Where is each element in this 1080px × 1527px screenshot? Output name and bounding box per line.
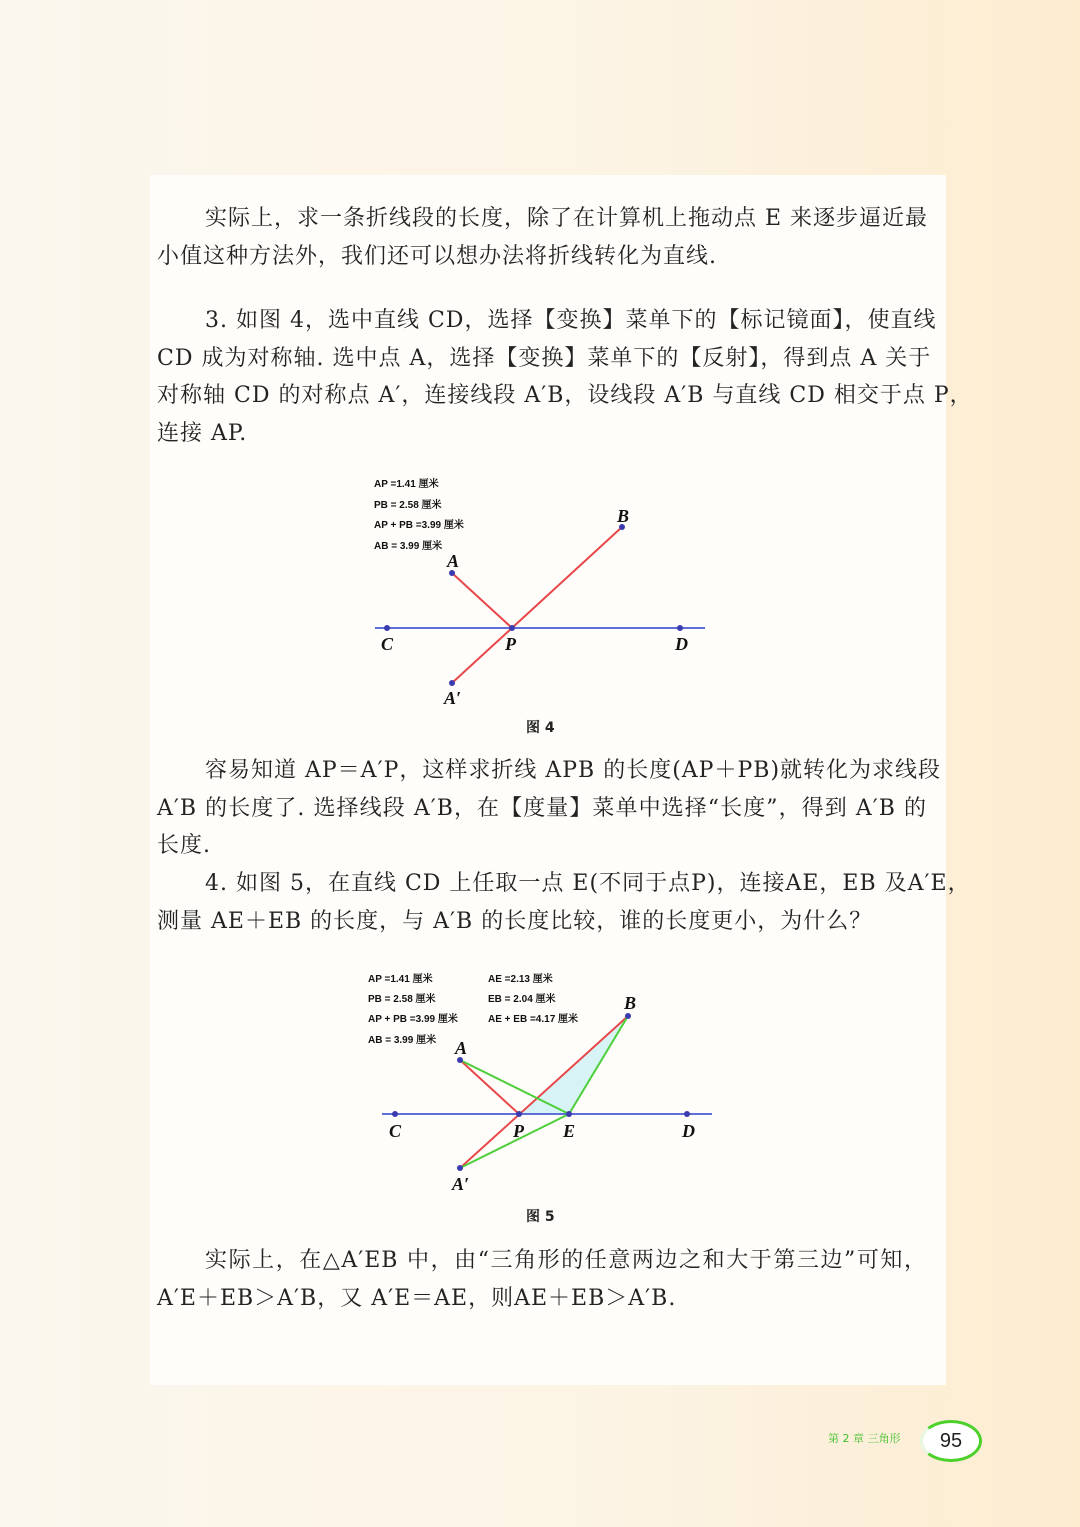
figure-4-caption: 图 4 xyxy=(526,720,555,736)
paragraph-step-4 xyxy=(157,865,971,940)
measurement-eb: EB = 2.04 厘米 xyxy=(488,994,556,1005)
measurement-ab: AB = 3.99 厘米 xyxy=(374,541,443,552)
text-line: 实际上，求一条折线段的长度，除了在计算机上拖动点 E 来逐步逼近最 xyxy=(205,206,929,231)
segment-ap xyxy=(452,573,512,628)
label-b: B xyxy=(617,506,630,526)
measurement-pb: PB = 2.58 厘米 xyxy=(374,500,442,511)
text-line: 测量 AE＋EB 的长度，与 A′B 的长度比较，谁的长度更小，为什么？ xyxy=(157,908,873,934)
points xyxy=(392,1013,690,1171)
measurement-pb: PB = 2.58 厘米 xyxy=(368,994,436,1005)
measurement-ap: AP =1.41 厘米 xyxy=(374,479,439,490)
text-line: A′E＋EB＞A′B，又 A′E＝AE，则AE＋EB＞A′B. xyxy=(157,1285,677,1311)
text-line: 长度. xyxy=(157,833,211,858)
measurement-ap-pb: AP + PB =3.99 厘米 xyxy=(374,520,464,531)
label-b: B xyxy=(624,993,637,1013)
measurement-ap-pb: AP + PB =3.99 厘米 xyxy=(368,1014,458,1025)
figure-5-caption: 图 5 xyxy=(526,1209,555,1225)
measurement-ab: AB = 3.99 厘米 xyxy=(368,1035,437,1046)
paragraph-conclusion xyxy=(157,1242,927,1317)
label-d: D xyxy=(682,1121,695,1141)
segment-a-prime-b xyxy=(452,527,622,683)
label-e: E xyxy=(563,1121,576,1141)
label-p: P xyxy=(513,1121,524,1141)
paragraph-1 xyxy=(157,200,927,275)
text-line: 小值这种方法外，我们还可以想办法将折线转化为直线. xyxy=(157,243,717,269)
label-a: A xyxy=(455,1038,468,1058)
text-line: CD 成为对称轴. 选中点 A，选择【变换】菜单下的【反射】，得到点 A 关于 xyxy=(157,345,932,371)
chapter-label: 第 2 章 三角形 xyxy=(828,1432,901,1445)
measurement-ae-eb: AE + EB =4.17 厘米 xyxy=(488,1014,579,1025)
segment-a-prime-b xyxy=(460,1016,628,1168)
label-c: C xyxy=(389,1121,402,1141)
label-p: P xyxy=(505,634,516,654)
text-line: 实际上，在△A′EB 中，由“三角形的任意两边之和大于第三边”可知， xyxy=(205,1248,927,1273)
text-line: 连接 AP. xyxy=(157,420,248,446)
label-a: A xyxy=(447,551,460,571)
paragraph-explanation xyxy=(157,752,942,865)
label-a-prime: A′ xyxy=(452,1174,470,1194)
label-a-prime: A′ xyxy=(444,688,462,708)
label-d: D xyxy=(675,634,688,654)
label-c: C xyxy=(381,634,394,654)
text-line: 容易知道 AP＝A′P，这样求折线 APB 的长度(AP＋PB)就转化为求线段 xyxy=(205,758,942,783)
segment-ap xyxy=(460,1060,519,1114)
text-line: 对称轴 CD 的对称点 A′，连接线段 A′B，设线段 A′B 与直线 CD 相交于点 P， xyxy=(157,383,973,408)
figure-5 xyxy=(0,960,1080,1200)
text-line: A′B 的长度了. 选择线段 A′B，在【度量】菜单中选择“长度”，得到 A′B 的 xyxy=(157,795,927,821)
text-line: 4. 如图 5，在直线 CD 上任取一点 E(不同于点P)，连接AE，EB 及A′E， xyxy=(205,871,971,896)
measurement-ae: AE =2.13 厘米 xyxy=(488,974,553,985)
measurement-ap: AP =1.41 厘米 xyxy=(368,974,433,985)
paragraph-step-3 xyxy=(157,302,973,452)
text-line: 3. 如图 4，选中直线 CD，选择【变换】菜单下的【标记镜面】，使直线 xyxy=(205,308,937,333)
figure-4 xyxy=(0,460,1080,740)
page-number: 95 xyxy=(920,1420,982,1462)
